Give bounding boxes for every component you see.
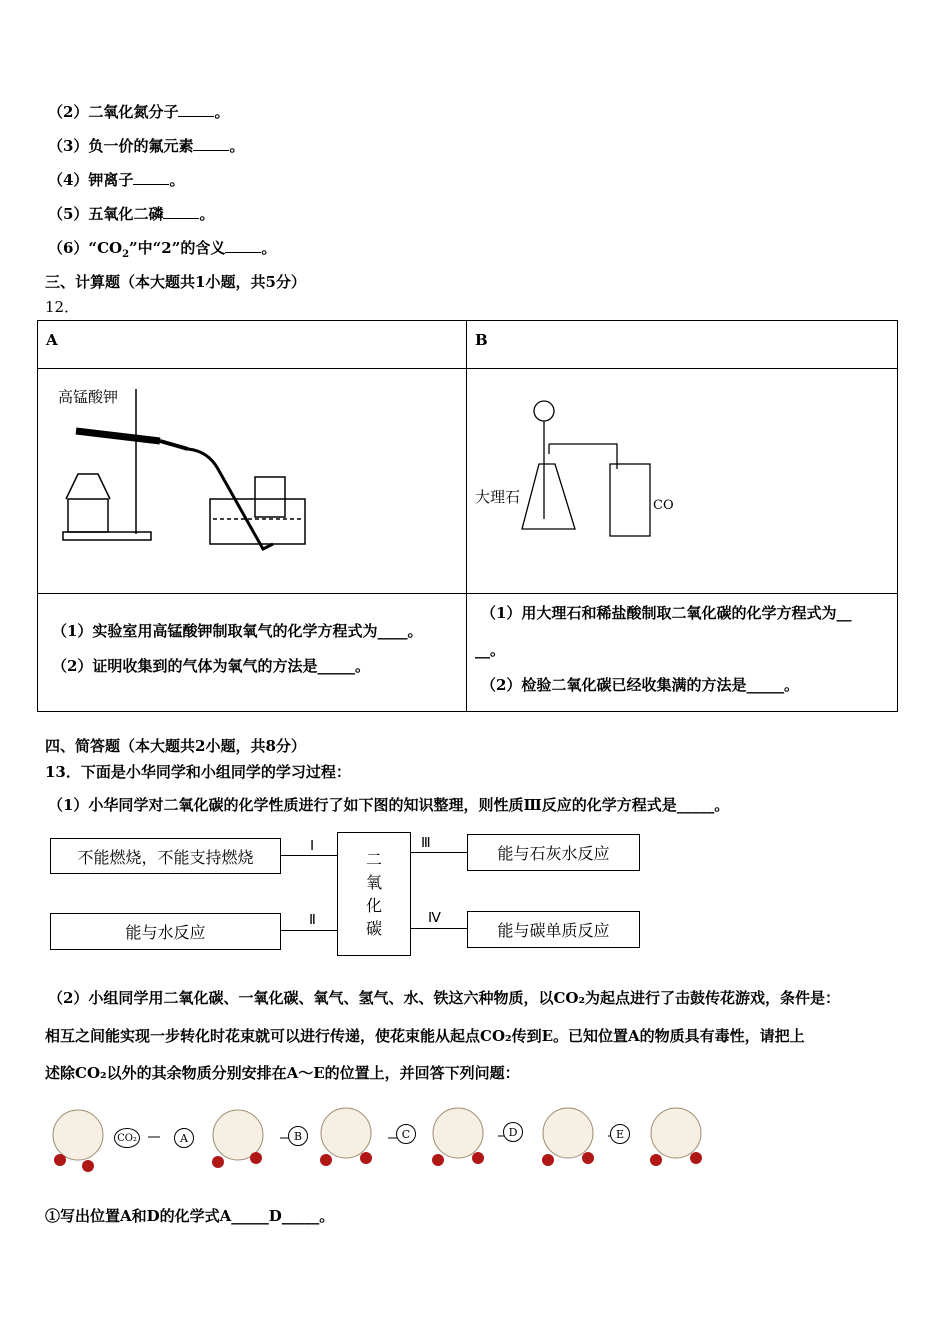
char: 碳 bbox=[365, 919, 382, 938]
a-questions-cell bbox=[38, 594, 467, 712]
roman-ii: Ⅱ bbox=[309, 913, 316, 928]
char: 氧 bbox=[365, 873, 382, 892]
question-3-fluorine bbox=[48, 136, 244, 156]
question-6-co2-meaning bbox=[48, 238, 276, 265]
question-13-1: （1）小华同学对二氧化碳的化学性质进行了如下图的知识整理，则性质Ⅲ反应的化学方程式是_____。 bbox=[48, 796, 730, 814]
question-12-table bbox=[37, 320, 898, 712]
game-characters bbox=[48, 1100, 708, 1175]
col-a-header: A bbox=[38, 321, 467, 369]
connector bbox=[280, 855, 337, 856]
answer-blank[interactable] bbox=[133, 170, 169, 185]
b-question-2: （2）检验二氧化碳已经收集满的方法是_____。 bbox=[481, 676, 799, 694]
section4-title: 四、简答题（本大题共2小题，共8分） bbox=[45, 737, 306, 755]
position-a: A bbox=[174, 1128, 194, 1148]
char: 化 bbox=[365, 896, 382, 915]
property-box-no-combustion: 不能燃烧，不能支持燃烧 bbox=[50, 838, 281, 874]
answer-blank[interactable] bbox=[178, 102, 214, 117]
kmno4-label: 高锰酸钾 bbox=[58, 388, 119, 406]
q-suffix: 。 bbox=[169, 171, 185, 189]
co2-center-box bbox=[337, 832, 411, 956]
char: 二 bbox=[365, 850, 382, 869]
answer-blank[interactable] bbox=[163, 204, 199, 219]
apparatus-b-cell bbox=[467, 369, 898, 594]
b-question-1: （1）用大理石和稀盐酸制取二氧化碳的化学方程式为__ bbox=[481, 604, 852, 622]
q-suffix: 。 bbox=[261, 239, 277, 257]
connector bbox=[280, 930, 337, 931]
a-question-2: （2）证明收集到的气体为氧气的方法是_____。 bbox=[52, 657, 370, 675]
subscript: 2 bbox=[122, 249, 130, 260]
q-suffix: 。 bbox=[229, 137, 245, 155]
answer-blank[interactable] bbox=[225, 238, 261, 253]
answer-blank[interactable] bbox=[193, 136, 229, 151]
roman-iv: Ⅳ bbox=[428, 911, 441, 926]
q-text: ”中“2”的含义 bbox=[129, 239, 226, 257]
question-12-number: 12． bbox=[45, 298, 80, 316]
oxygen-apparatus-figure bbox=[38, 369, 466, 589]
position-e: E bbox=[610, 1124, 630, 1144]
property-box-carbon: 能与碳单质反应 bbox=[467, 911, 640, 948]
position-d: D bbox=[503, 1122, 523, 1142]
question-5-p2o5 bbox=[48, 204, 214, 224]
q-text: （4）钾离子 bbox=[48, 171, 134, 189]
section3-title: 三、计算题（本大题共1小题，共5分） bbox=[45, 273, 306, 291]
q-suffix: 。 bbox=[199, 205, 215, 223]
col-b-header: B bbox=[467, 321, 898, 369]
connector bbox=[410, 852, 467, 853]
b-questions-cell bbox=[467, 594, 898, 712]
marble-label: 大理石 bbox=[475, 488, 521, 506]
connector bbox=[410, 928, 467, 929]
question-13-2-line1: （2）小组同学用二氧化碳、一氧化碳、氧气、氢气、水、铁这六种物质，以CO₂为起点进行了击鼓传花游戏，条件是： bbox=[48, 989, 841, 1007]
question-13-2-line3: 述除CO₂以外的其余物质分别安排在A～E的位置上，并回答下列问题： bbox=[45, 1064, 520, 1082]
position-co2: CO₂ bbox=[114, 1128, 140, 1148]
flower-passing-game-figure bbox=[48, 1100, 708, 1175]
b-question-1-cont: __。 bbox=[475, 641, 506, 659]
question-4-potassium-ion bbox=[48, 170, 184, 190]
q-text: （3）负一价的氟元素 bbox=[48, 137, 194, 155]
property-box-limewater: 能与石灰水反应 bbox=[467, 834, 640, 871]
q-text: （6）“CO bbox=[48, 239, 123, 257]
position-c: C bbox=[396, 1124, 416, 1144]
a-question-1: （1）实验室用高锰酸钾制取氧气的化学方程式为____。 bbox=[52, 622, 423, 640]
q-text: （2）二氧化氮分子 bbox=[48, 103, 179, 121]
question-13-2-line2: 相互之间能实现一步转化时花束就可以进行传递，使花束能从起点CO₂传到E。已知位置A的物质具有毒性，请把上 bbox=[45, 1027, 805, 1045]
apparatus-a-cell bbox=[38, 369, 467, 594]
question-2-no2 bbox=[48, 102, 229, 122]
q-text: （5）五氧化二磷 bbox=[48, 205, 164, 223]
roman-iii: Ⅲ bbox=[421, 836, 431, 851]
property-box-water: 能与水反应 bbox=[50, 913, 281, 950]
question-13-intro: 13．下面是小华同学和小组同学的学习过程： bbox=[45, 763, 351, 781]
position-b: B bbox=[288, 1126, 308, 1146]
question-13-2-1: ①写出位置A和D的化学式A_____D_____。 bbox=[45, 1207, 335, 1225]
roman-i: Ⅰ bbox=[310, 839, 315, 854]
q-suffix: 。 bbox=[214, 103, 230, 121]
co2-label: CO bbox=[653, 498, 674, 513]
co2-apparatus-figure bbox=[467, 369, 897, 589]
